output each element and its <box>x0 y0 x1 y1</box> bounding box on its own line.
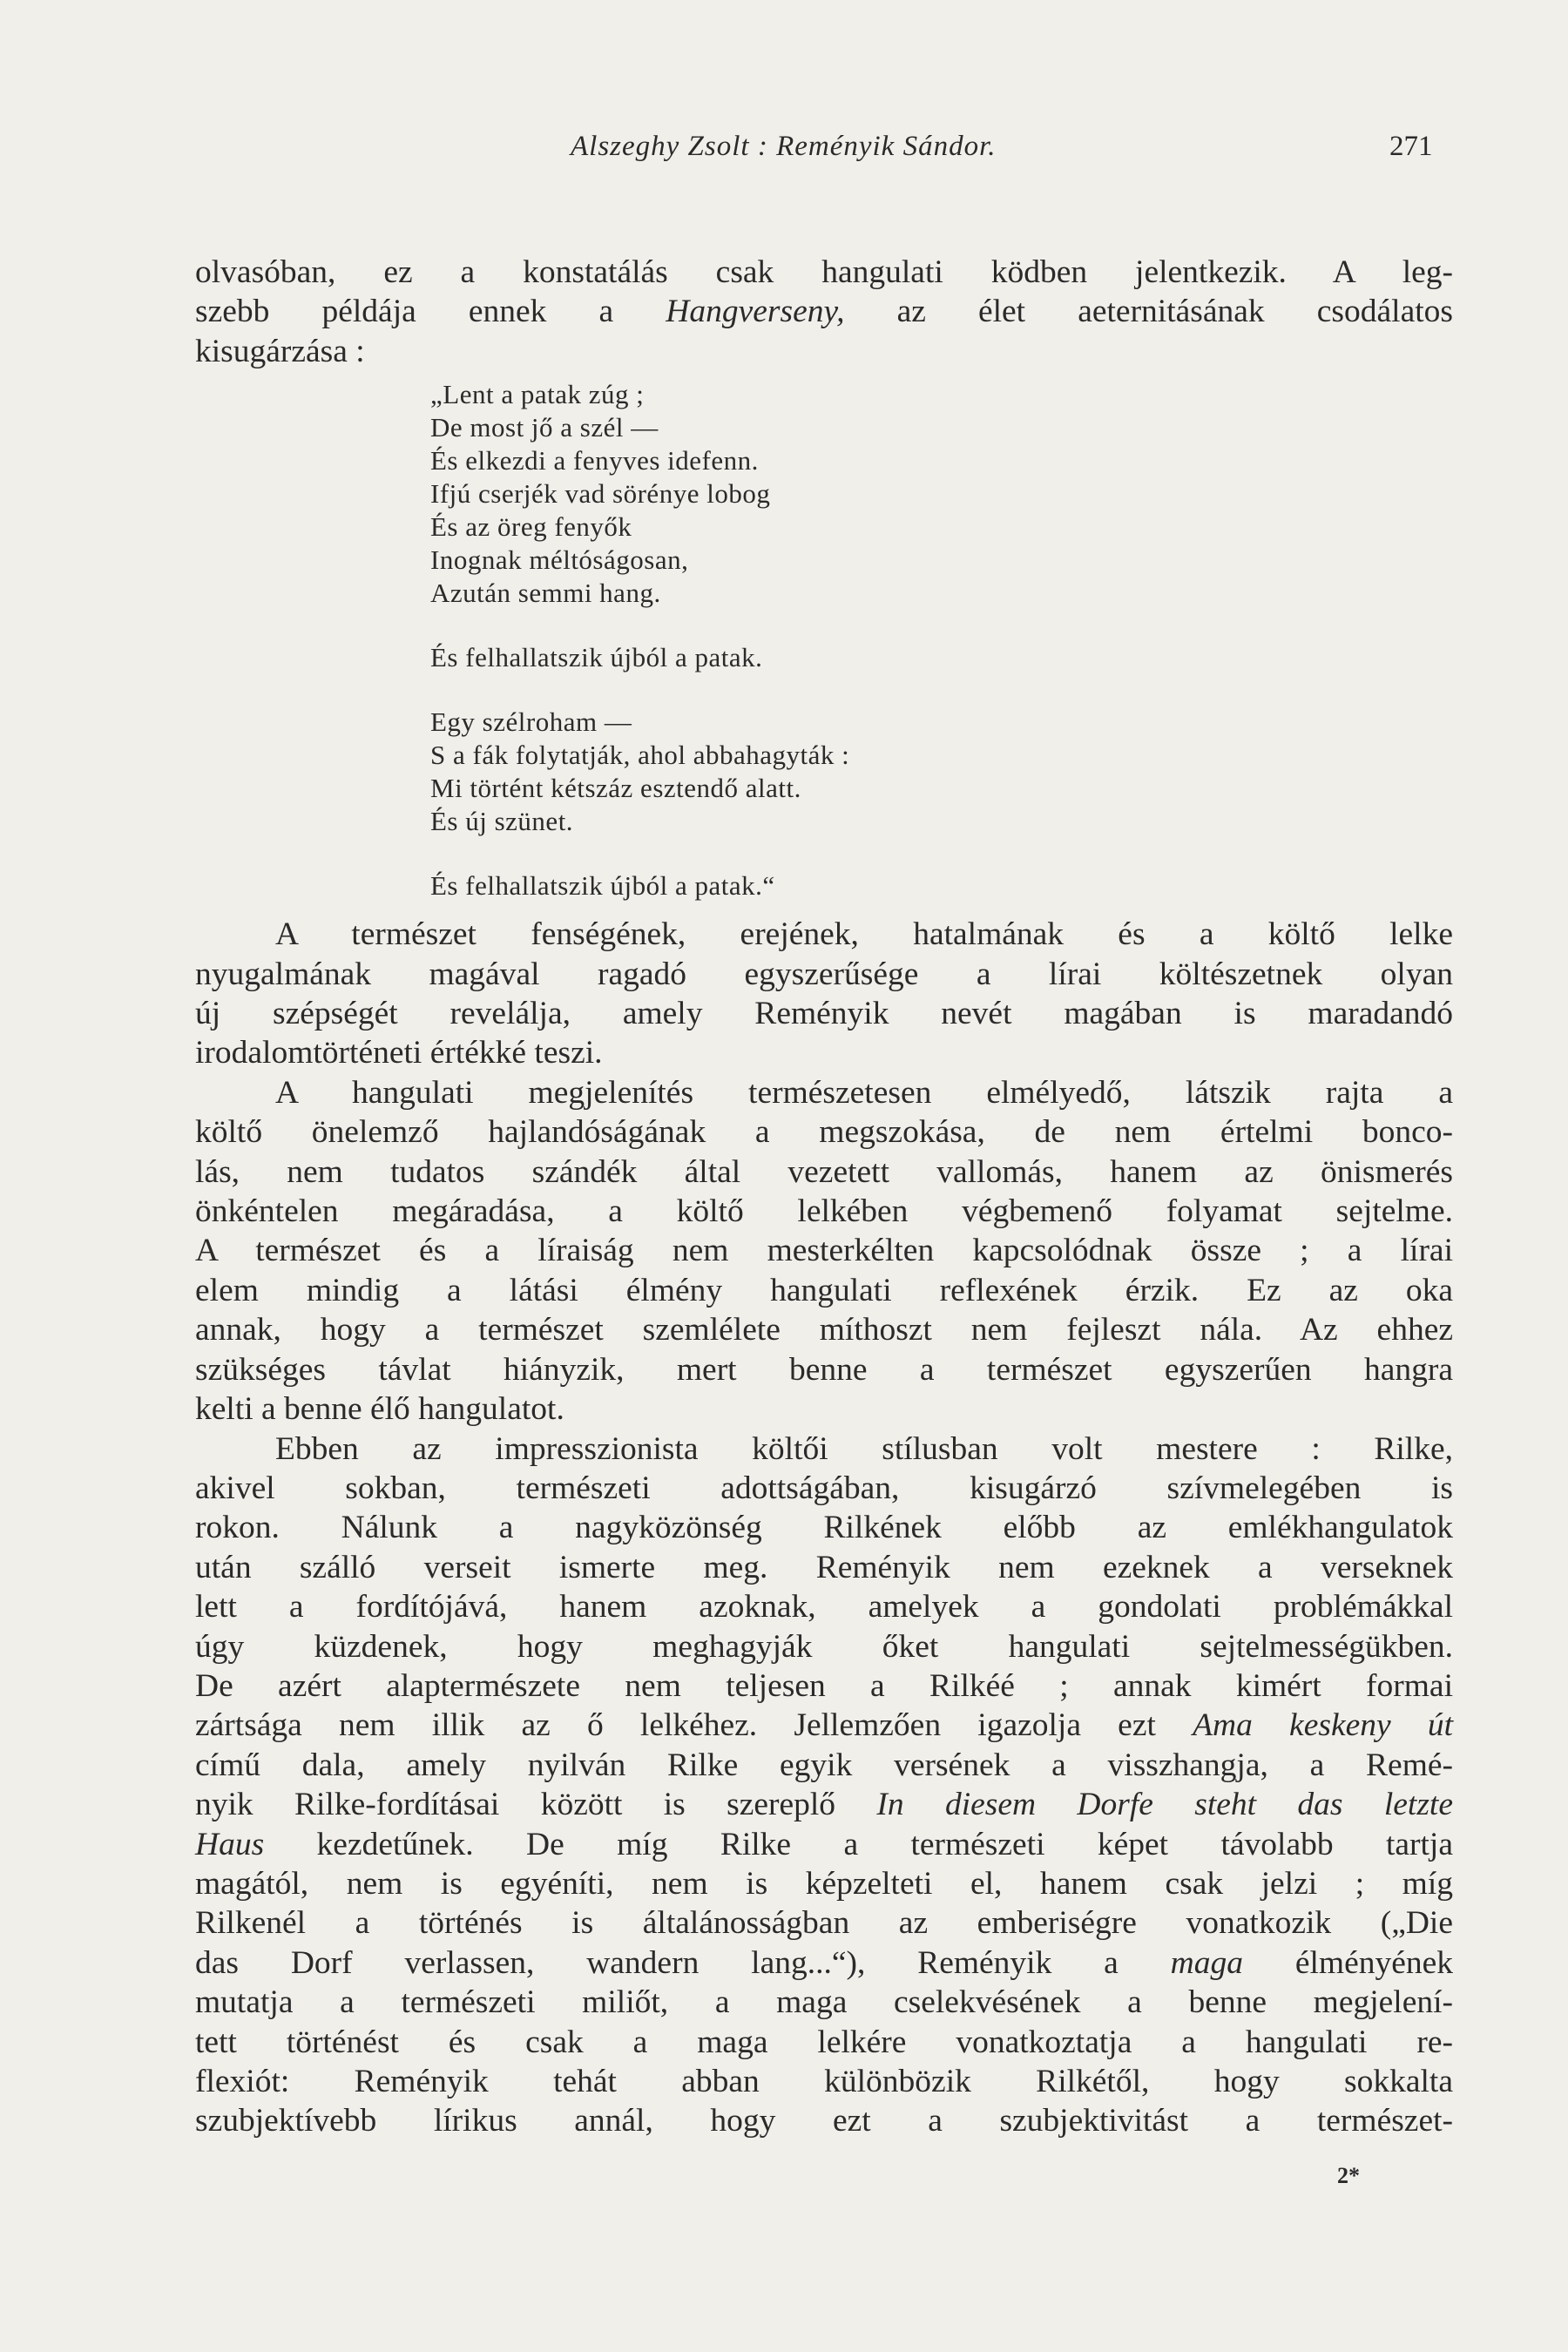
text-line: annak, hogy a természet szemlélete míthoszt nem fejleszt nála. Az ehhez <box>195 1312 1453 1348</box>
verse-line: Egy szélroham — <box>430 706 632 738</box>
text-line: Ebben az impresszionista költői stílusban volt mestere : Rilke, <box>275 1430 1453 1467</box>
text-line: akivel sokban, természeti adottságában, kisugárzó szívmelegében is <box>195 1470 1453 1506</box>
body-text <box>195 253 1453 2141</box>
paragraph-4 <box>195 1429 1453 2141</box>
text-line: szükséges távlat hiányzik, mert benne a természet egyszerűen hangra <box>195 1351 1453 1388</box>
verse-line: De most jő a szél — <box>430 412 659 443</box>
poem-stanza <box>430 378 1453 610</box>
text-line: irodalomtörténeti értékké teszi. <box>195 1035 603 1071</box>
text-line: De azért alaptermészete nem teljesen a Rilkéé ; annak kimért formai <box>195 1667 1453 1704</box>
verse-line: S a fák folytatják, ahol abbahagyták : <box>430 740 850 771</box>
poem-stanza <box>430 641 1453 674</box>
text-line: Rilkenél a történés is általánosságban az emberiségre vonatkozik („Die <box>195 1905 1453 1942</box>
text-line: után szálló verseit ismerte meg. Reményik nem ezeknek a verseknek <box>195 1549 1453 1585</box>
text-line: zártsága nem illik az ő lelkéhez. Jellemzően igazolja ezt Ama keskeny út <box>195 1707 1453 1744</box>
title-in-diesem-dorfe: In diesem Dorfe steht das letzte <box>876 1787 1453 1823</box>
text-line: das Dorf verlassen, wandern lang...“), Reményik a maga élményének <box>195 1944 1454 1981</box>
verse-line: Mi történt kétszáz esztendő alatt. <box>430 773 801 804</box>
text-line: önkéntelen megáradása, a költő lelkében végbemenő folyamat sejtelme. <box>195 1193 1453 1230</box>
emphasis-maga: maga <box>1170 1944 1243 1981</box>
text-line: szebb példája ennek a Hangverseny, az élet aeternitásának csodálatos <box>195 294 1453 330</box>
poem-stanza <box>430 869 1453 902</box>
text-line: olvasóban, ez a konstatálás csak hangulati ködben jelentkezik. A leg- <box>195 254 1453 290</box>
verse-line: És elkezdi a fenyves idefenn. <box>430 445 759 476</box>
text-line: A természet és a líraiság nem mesterkélten kapcsolódnak össze ; a lírai <box>195 1233 1453 1269</box>
title-haus: Haus <box>195 1826 265 1862</box>
text-line: Haus kezdetűnek. De míg Rilke a természeti képet távolabb tartja <box>195 1826 1453 1862</box>
poem-stanza <box>430 706 1453 838</box>
text-line: nyugalmának magával ragadó egyszerűsége a lírai költészetnek olyan <box>195 956 1453 992</box>
text-line: rokon. Nálunk a nagyközönség Rilkének előbb az emlékhangulatok <box>195 1510 1453 1546</box>
text-line: új szépségét revelálja, amely Reményik nevét magában is maradandó <box>195 996 1453 1032</box>
verse-line: És felhallatszik újból a patak.“ <box>430 870 775 902</box>
signature-mark: 2* <box>1337 2163 1360 2188</box>
verse-line: Azután semmi hang. <box>430 578 661 609</box>
text-line: úgy küzdenek, hogy meghagyják őket hangulati sejtelmességükben. <box>195 1628 1453 1665</box>
text-line: flexiót: Reményik tehát abban különbözik Rilkétől, hogy sokkalta <box>195 2064 1453 2099</box>
text-line: című dala, amely nyilván Rilke egyik versének a visszhangja, a Remé- <box>195 1747 1453 1783</box>
title-hangverseny: Hangverseny, <box>666 294 845 330</box>
poem-quote <box>195 378 1453 902</box>
paragraph-1 <box>195 253 1453 371</box>
verse-line: Ifjú cserjék vad sörénye lobog <box>430 478 771 510</box>
text-line: lás, nem tudatos szándék által vezetett vallomás, hanem az önismerés <box>195 1153 1453 1190</box>
text-line: tett történést és csak a maga lelkére vonatkoztatja a hangulati re- <box>195 2024 1453 2060</box>
verse-line: „Lent a patak zúg ; <box>430 379 645 410</box>
text-line: mutatja a természeti miliőt, a maga cselekvésének a benne megjelení- <box>195 1984 1453 2021</box>
text-line: A hangulati megjelenítés természetesen elmélyedő, látszik rajta a <box>275 1074 1453 1111</box>
text-line: költő önelemző hajlandóságának a megszokása, de nem értelmi bonco- <box>195 1114 1453 1151</box>
verse-line: Inognak méltóságosan, <box>430 544 689 576</box>
text-line: A természet fenségének, erejének, hatalmának és a költő lelke <box>275 916 1453 953</box>
text-line: magától, nem is egyéníti, nem is képzelteti el, hanem csak jelzi ; míg <box>195 1865 1453 1902</box>
text-line: lett a fordítójává, hanem azoknak, amelyek a gondolati problémákkal <box>195 1589 1453 1625</box>
text-line: nyik Rilke-fordításai között is szereplő In diesem Dorfe steht das letzte <box>195 1787 1453 1823</box>
text-line: elem mindig a látási élmény hangulati reflexének érzik. Ez az oka <box>195 1272 1453 1308</box>
running-title: Alszeghy Zsolt : Reményik Sándor. <box>571 131 997 162</box>
text-line: szubjektívebb lírikus annál, hogy ezt a szubjektivitást a természet- <box>195 2103 1453 2139</box>
verse-line: És új szünet. <box>430 806 574 837</box>
text-line: kelti a benne élő hangulatot. <box>195 1391 564 1428</box>
verse-line: És az öreg fenyők <box>430 511 632 543</box>
paragraph-3 <box>195 1073 1453 1429</box>
title-ama-keskeny-ut: Ama keskeny út <box>1193 1707 1453 1744</box>
running-head <box>0 131 1568 172</box>
paragraph-2 <box>195 915 1453 1073</box>
verse-line: És felhallatszik újból a patak. <box>430 642 763 673</box>
text-line: kisugárzása : <box>195 333 365 369</box>
page-number: 271 <box>1389 131 1433 162</box>
